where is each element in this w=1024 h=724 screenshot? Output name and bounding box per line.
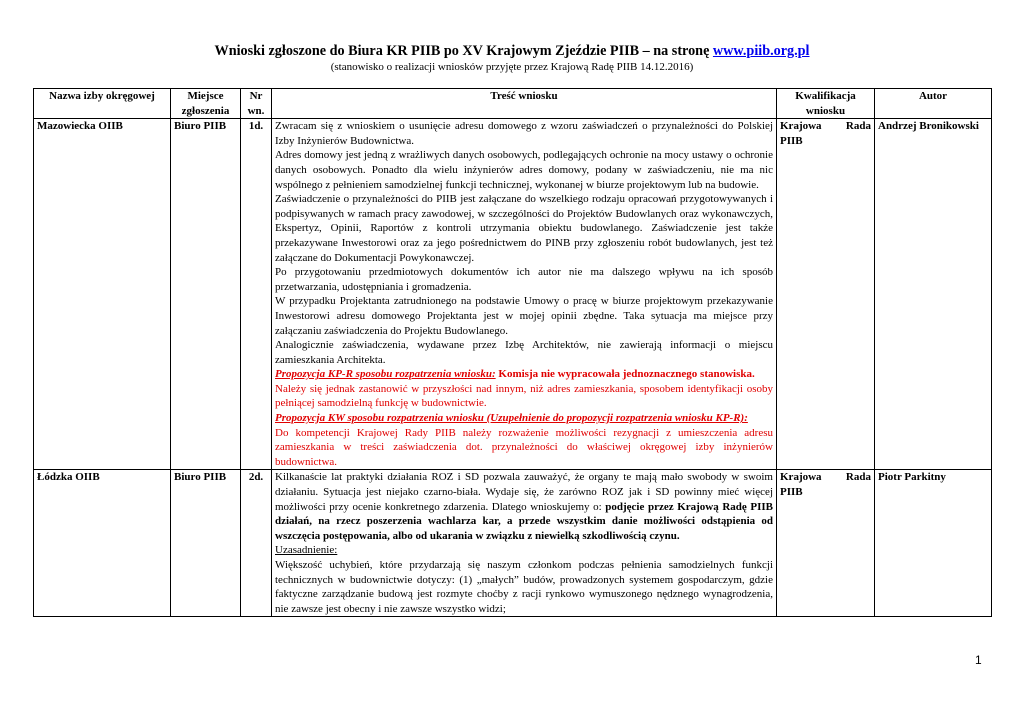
header-nr: Nr wn.: [241, 89, 272, 119]
paragraph: Adres domowy jest jedną z wrażliwych danych osobowych, podlegających ochronie na mocy ustawy o ochronie danych osobowych. Ponadto dla wielu inżynierów adres domowy, podany w zaświadczeniu, nie ma nic wspólnego z pełnieniem samodzielnej funkcji technicznej, wykonanej w biurze projektowym lub na budowie.: [275, 149, 773, 191]
header-izba: Nazwa izby okręgowej: [34, 89, 171, 119]
header-miejsce: Miejsce zgłoszenia: [171, 89, 241, 119]
cell-izba: Mazowiecka OIIB: [34, 119, 171, 470]
paragraph: [275, 470, 773, 543]
document-title: [0, 43, 1024, 60]
cell-miejsce: Biuro PIIB: [171, 470, 241, 617]
header-kwalifikacja: Kwalifikacja wniosku: [777, 89, 875, 119]
title-text: Wnioski zgłoszone do Biura KR PIIB po XV Krajowym Zjeździe PIIB – na stronę: [214, 43, 710, 59]
proposals-table: [33, 88, 992, 617]
paragraph: Analogicznie zaświadczenia, wydawane przez Izbę Architektów, nie zawierają informacji o miejscu zamieszkania Architekta.: [275, 339, 773, 366]
paragraph: Zwracam się z wnioskiem o usunięcie adresu domowego z wzoru zaświadczeń o przynależności do Polskiej Izby Inżynierów Budownictwa.: [275, 120, 773, 147]
paragraph-bold: podjęcie przez Krajową Radę PIIB działań, na rzecz poszerzenia wachlarza kar, a przede wszystkim danie możliwości odstąpienia od wszczęcia postępowania, albo od ukarania w związku z niewielką szkodliwością czynu.: [275, 500, 774, 542]
site-link[interactable]: www.piib.org.pl: [712, 43, 810, 59]
cell-kwalifikacja: Krajowa Rada PIIB: [777, 470, 875, 617]
cell-tresc: [272, 470, 777, 617]
paragraph: W przypadku Projektanta zatrudnionego na podstawie Umowy o pracę w biurze projektowym przekazywanie Inwestorowi adresu domowego Projektanta jest w mojej opinii zbędne. Taka sytuacja ma miejsce przy załączaniu zaświadczenia do Projektu Budowlanego.: [275, 295, 773, 337]
table-header-row: [34, 89, 992, 119]
paragraph: Zaświadczenie o przynależności do PIIB jest załączane do wszelkiego rodzaju opracowań przygotowywanych i podpisywanych w ramach pracy zawodowej, w szczególności do Projektów Budowlanych oraz wykonawczych, Ekspertyz, Opinii, Raportów z kontroli utrzymania obiektu budowlanego. Zaświadczenie jest także przekazywane Inwestorowi oraz za jego pośrednictwem do PINB przy zgłoszeniu robót budowlanych, jest też załączane do Dokumentacji Powykonawczej.: [275, 193, 773, 264]
kpr-bold: Komisja nie wypracowała jednoznacznego stanowiska.: [495, 368, 755, 381]
kpr-text: Należy się jednak zastanowić w przyszłości nad innym, niż adres zamieszkania, sposobem identyfikacji osoby pełniącej samodzielną funkcję w budownictwie.: [275, 382, 773, 410]
header-tresc: Treść wniosku: [272, 89, 777, 119]
page-number: 1: [975, 653, 982, 667]
paragraph: Większość uchybień, które przydarzają się naszym członkom podczas pełnienia samodzielnych funkcji technicznych w budownictwie dotyczy: (1) „małych” budów, prowadzonych systemem gospodarczym, gdzie faktyczne zarządzanie budową jest rozmyte choćby z racji rynkowo wymuszonego nędznego wynagrodzenia, nie zawsze jest obecny i nie zawsze wszystko widzi;: [275, 559, 773, 615]
cell-tresc: [272, 119, 777, 470]
paragraph-start: Kilkanaście lat praktyki działania ROZ i SD pozwala zauważyć, że organy te mają mało swobody w swoim działaniu. Sytuacja jest niejako czarno-biała. Wydaje się, że zarówno ROZ jak i SD powinny mieć więcej możliwości przy ocenie konkretnego zdarzenia. Dlatego wnioskujemy o:: [275, 471, 773, 513]
cell-izba: Łódzka OIIB: [34, 470, 171, 617]
uzasadnienie-heading: Uzasadnienie:: [275, 544, 338, 557]
cell-kwalifikacja: Krajowa Rada PIIB: [777, 119, 875, 470]
paragraph: Po przygotowaniu przedmiotowych dokumentów ich autor nie ma dalszego wpływu na ich sposób przetwarzania, udostępniania i gromadzenia.: [275, 266, 773, 293]
table-row: [34, 119, 992, 470]
kw-text: Do kompetencji Krajowej Rady PIIB należy rozważenie możliwości rezygnacji z umieszczenia adresu zamieszkania w treści zaświadczenia dot. przynależności do właściwej okręgowej izby inżynierów budownictwa.: [275, 426, 773, 468]
cell-autor: Andrzej Bronikowski: [875, 119, 992, 470]
cell-nr: 1d.: [241, 119, 272, 470]
kpr-proposal: [275, 367, 773, 382]
cell-nr: 2d.: [241, 470, 272, 617]
cell-autor: Piotr Parkitny: [875, 470, 992, 617]
document-subtitle: (stanowisko o realizacji wniosków przyjęte przez Krajową Radę PIIB 14.12.2016): [330, 61, 694, 73]
kpr-label: Propozycja KP-R sposobu rozpatrzenia wniosku:: [275, 368, 496, 381]
header-autor: Autor: [875, 89, 992, 119]
kw-label: Propozycja KW sposobu rozpatrzenia wniosku (Uzupełnienie do propozycji rozpatrzenia wniosku KP-R):: [275, 412, 748, 425]
table-row: [34, 470, 992, 617]
cell-miejsce: Biuro PIIB: [171, 119, 241, 470]
